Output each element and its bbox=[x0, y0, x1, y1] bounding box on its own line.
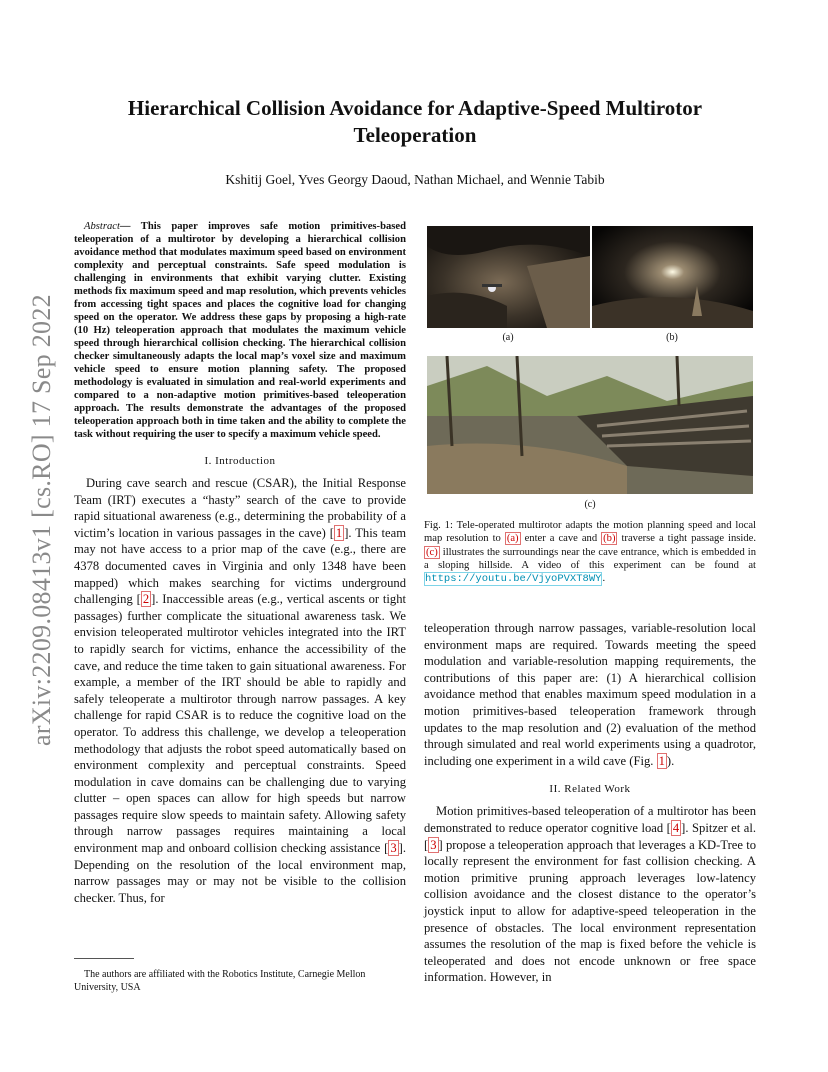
caption-text-3: traverse a tight passage inside. bbox=[617, 533, 756, 545]
caption-ref-b[interactable]: (b) bbox=[603, 533, 616, 545]
intro-paragraph: During cave search and rescue (CSAR), the Initial Response Team (IRT) executes a “hasty” search of the cave to provide rapid situational awareness (e.g., determining the probability of a victim’s location in various passages in the cave) [ 1 ]. This team may not have access to a prior map of the cave (e.g., there are 4378 documented caves in Virginia and only 1348 have been mapped) which makes searching for victims underground challenging [ 2 ]. Inaccessible areas (e.g., vertical ascents or tight passages) further complicate the situational awareness task. We envision teleoperated multirotor vehicles integrated into the IRT to rapidly search for victims, enhance the accessibility of the cave, and reduce the time taken to gain situational awareness. For example, a member of the IRT should be able to rapidly and safely teleoperate a multirotor through narrow passages. A key challenge for rapid CSAR is to reduce the cognitive load on the operator. To address this challenge, we develop a teleoperation methodology that adjusts the robot speed automatically based on environment complexity and perceptual constraints. Speed modulation in cave domains can be challenging due to varying clutter – open spaces can allow for high speeds but narrow passages require slow speeds to maintain safety. Allowing safety through narrow passages requires maintaining a local environment map and onboard collision checking assistance [ 3 ]. Depending on the resolution of the local environment map, narrow passages may or may not be visible to the collision checker. Thus, for bbox=[74, 476, 406, 905]
intro-text-4: . Depending on the resolution of the local environment map, narrow passages may or may not be visible to the collision checker. Thus, for bbox=[74, 841, 406, 905]
video-url-link[interactable]: https://youtu.be/VjyoPVXT8WY bbox=[425, 573, 602, 586]
caption-ref-a[interactable]: (a) bbox=[506, 533, 519, 545]
figure-label-a: (a) bbox=[502, 332, 514, 343]
citation-link[interactable]: 1 bbox=[335, 525, 343, 540]
section-heading-introduction: I. Introduction bbox=[204, 455, 276, 467]
figure-label-b: (b) bbox=[666, 332, 678, 343]
figure-caption bbox=[424, 519, 756, 586]
footnote: The authors are affiliated with the Robotics Institute, Carnegie Mellon University, USA bbox=[74, 969, 366, 993]
intro-text-1: During cave search and rescue (CSAR), the Initial Response Team (IRT) executes a “hasty” search of the cave to provide rapid situational awareness (e.g., determining the probability of a victim’s location in various passages in the cave) bbox=[74, 476, 406, 540]
right-column bbox=[424, 620, 756, 986]
citation-link[interactable]: 2 bbox=[142, 592, 150, 607]
related-text-2: . Spitzer et al. bbox=[685, 820, 757, 835]
arxiv-stamp-text: arXiv:2209.08413v1 [cs.RO] 17 Sep 2022 bbox=[27, 294, 56, 746]
caption-ref-c[interactable]: (c) bbox=[426, 546, 438, 558]
abstract-label: Abstract bbox=[84, 221, 120, 232]
figure-photo-b bbox=[592, 226, 753, 328]
figure-photo-a bbox=[427, 226, 590, 328]
figure-photo-c bbox=[427, 356, 753, 494]
contrib-text-1: teleoperation through narrow passages, variable-resolution local environment maps are required. Towards meeting the speed modulation and variable-resolution mapping requirements, the contributions of this paper are: (1) A hierarchical collision avoidance method that enables maximum speed modulation in a motion primitives-based teleoperation framework through updates to the map resolution and (2) evaluation of the method through simulated and real world experiments using a quadrotor, including one experiment in a wild cave (Fig. bbox=[424, 621, 756, 768]
related-work-paragraph: Motion primitives-based teleoperation of a multirotor has been demonstrated to reduce operator cognitive load [ 4 ]. Spitzer et al. [ 3 ] propose a teleoperation approach that leverages a KD-Tree to locally represent the environment for fast collision checking. A motion primitive pruning approach leverages low-latency collision avoidance and the closest distance to the operator’s joystick input to allow for adaptive-speed teleoperation in the presence of obstacles. The local environment representation assumes the resolution of the map is fixed before the vehicle is teleoperated and does not encode unknown or free space information. However, in bbox=[424, 804, 757, 985]
related-text-3: propose a teleoperation approach that leverages a KD-Tree to locally represent the environment for fast collision checking. A motion primitive pruning approach leverages low-latency collision avoidance and the closest distance to the operator’s joystick input to allow for adaptive-speed teleoperation in the presence of obstacles. The local environment representation assumes the resolution of the map is fixed before the vehicle is teleoperated and does not encode unknown or free space information. However, in bbox=[424, 837, 756, 985]
left-column bbox=[74, 220, 406, 906]
arxiv-stamp bbox=[22, 270, 62, 770]
contributions-paragraph bbox=[424, 620, 756, 769]
citation-link[interactable]: 4 bbox=[672, 820, 680, 835]
caption-text-4: illustrates the surroundings near the cave entrance, which is embedded in a sloping hillside. A video of this experiment can be found at bbox=[424, 546, 756, 571]
citation-link[interactable]: 3 bbox=[390, 841, 397, 856]
footnote-rule bbox=[74, 958, 134, 959]
intro-text-2: . This team may not have access to a prior map of the cave (e.g., there are 4378 documented caves in Virginia and only 1348 have been mapped) which makes searching for victims underground challenging bbox=[74, 525, 406, 607]
figure-ref-link[interactable]: 1 bbox=[658, 753, 665, 768]
section-heading-related-work: II. Related Work bbox=[549, 783, 631, 796]
abstract bbox=[74, 220, 406, 441]
intro-text-3: . Inaccessible areas (e.g., vertical ascents or tight passages) further complicate the situational awareness task. We envision teleoperated multirotor vehicles integrated into the IRT to rapidly search for victims, enhance the accessibility of the cave, and reduce the time taken to gain situational awareness. For example, a member of the IRT should be able to rapidly and safely teleoperate a multirotor through narrow passages. A key challenge for rapid CSAR is to reduce the cognitive load on the operator. To address this challenge, we develop a teleoperation methodology that adjusts the robot speed automatically based on environment complexity and perceptual constraints. Speed modulation in cave domains can be challenging due to varying clutter – open spaces can allow for high speeds but narrow passages require slow speeds to maintain safety. Allowing safety through narrow passages requires maintaining a local environment map and onboard collision checking assistance bbox=[74, 592, 406, 856]
contrib-text-2: ). bbox=[666, 753, 675, 768]
caption-text-2: enter a cave and bbox=[520, 533, 602, 545]
caption-text-5: . bbox=[602, 573, 606, 585]
citation-link[interactable]: 3 bbox=[430, 837, 437, 852]
paper-title: Hierarchical Collision Avoidance for Adaptive-Speed Multirotor Teleoperation bbox=[127, 96, 703, 147]
caption-text-1: Fig. 1: Tele-operated multirotor adapts the motion planning speed and local map resolution to bbox=[424, 520, 756, 545]
figure-label-c: (c) bbox=[584, 499, 596, 510]
paper-authors: Kshitij Goel, Yves Georgy Daoud, Nathan Michael, and Wennie Tabib bbox=[225, 172, 605, 187]
related-text-1: Motion primitives-based teleoperation of a multirotor has been demonstrated to reduce operator cognitive load bbox=[424, 804, 756, 835]
abstract-text: — This paper improves safe motion primitives-based teleoperation of a multirotor by developing a hierarchical collision avoidance method that modulates maximum speed based on environment complexity and perceptual constraints. Safe speed modulation is challenging in environments that exhibit varying clutter. Existing methods fix maximum speed and map resolution, which prevents vehicles from accessing tight spaces and places the cognitive load for changing speed on the operator. We address these gaps by proposing a high-rate (10 Hz) teleoperation approach that modulates the maximum vehicle speed through hierarchical collision checking. The hierarchical collision checker simultaneously adapts the local map’s voxel size and maximum vehicle speed to ensure motion planning safety. The proposed methodology is evaluated in simulation and real-world experiments and compared to a non-adaptive motion primitives-based teleoperation approach. The results demonstrate the advantages of the proposed teleoperation approach both in time taken and the ability to complete the task without requiring the user to specify a maximum vehicle speed. bbox=[74, 221, 406, 440]
